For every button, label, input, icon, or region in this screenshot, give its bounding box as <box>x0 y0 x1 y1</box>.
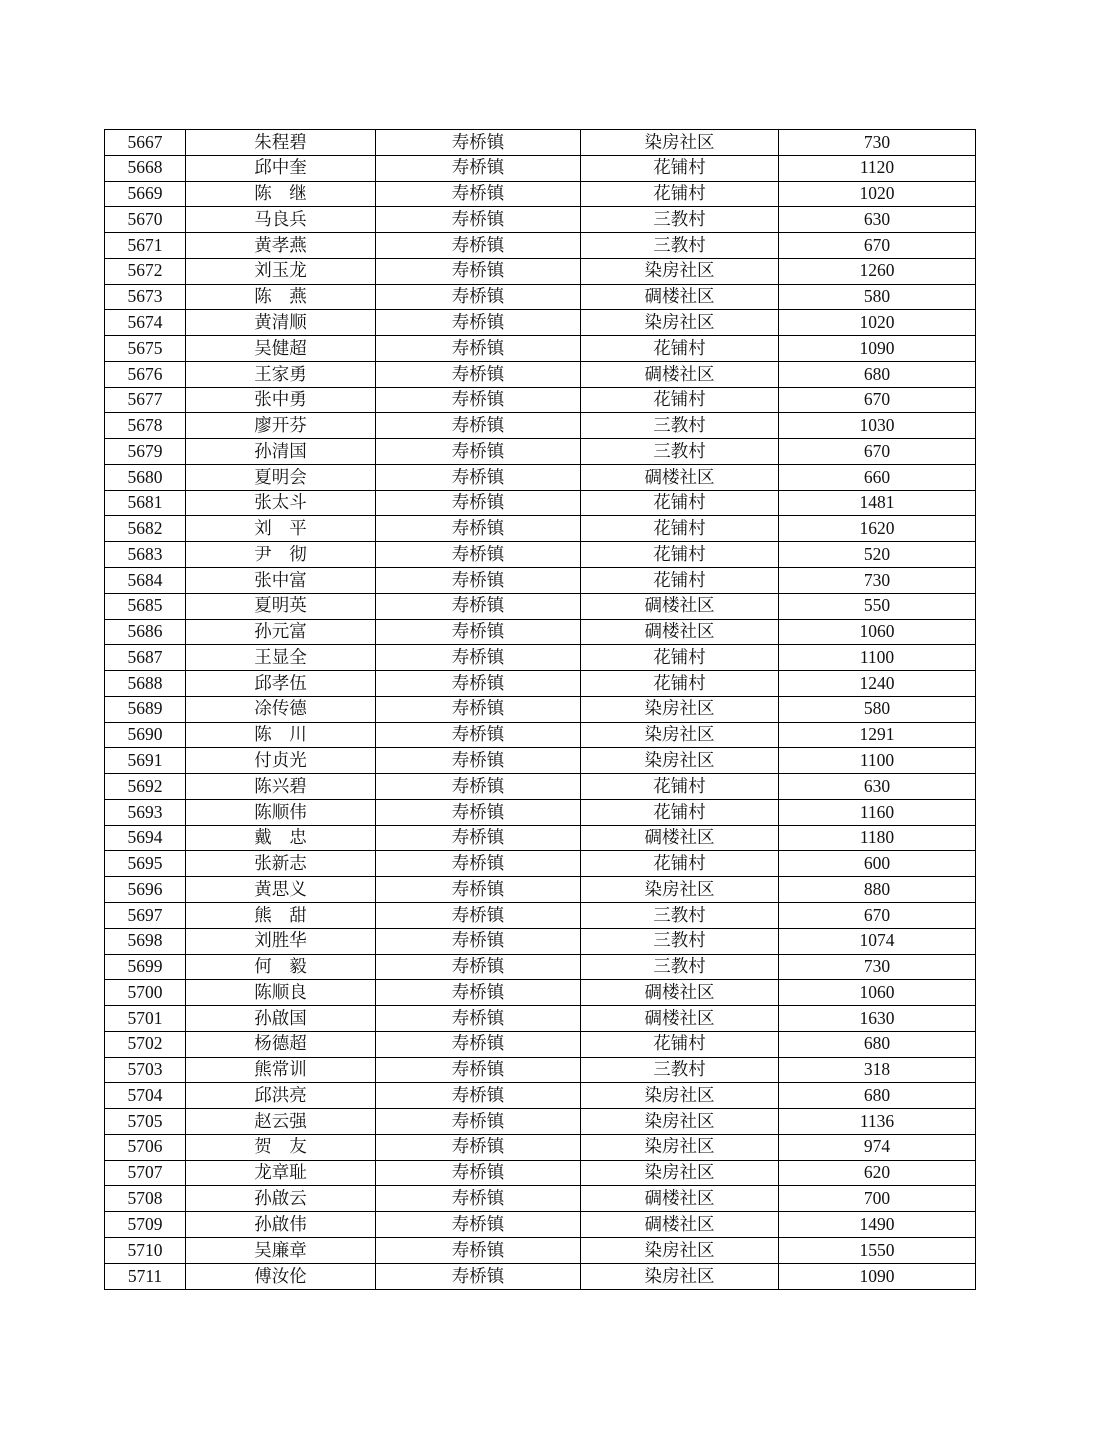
amount-cell: 730 <box>779 130 976 156</box>
row-id-cell: 5707 <box>105 1160 186 1186</box>
amount-cell: 1060 <box>779 980 976 1006</box>
name-cell: 陈顺伟 <box>186 799 376 825</box>
row-id-cell: 5673 <box>105 284 186 310</box>
table-row <box>105 1134 976 1160</box>
table-row <box>105 1057 976 1083</box>
name-cell: 凃传德 <box>186 696 376 722</box>
table-row <box>105 1083 976 1109</box>
amount-cell: 1120 <box>779 155 976 181</box>
amount-cell: 1090 <box>779 1263 976 1289</box>
town-cell: 寿桥镇 <box>376 1109 581 1135</box>
village-cell: 染房社区 <box>581 748 779 774</box>
town-cell: 寿桥镇 <box>376 1160 581 1186</box>
town-cell: 寿桥镇 <box>376 1031 581 1057</box>
name-cell: 杨德超 <box>186 1031 376 1057</box>
amount-cell: 1260 <box>779 258 976 284</box>
row-id-cell: 5703 <box>105 1057 186 1083</box>
amount-cell: 680 <box>779 1031 976 1057</box>
amount-cell: 974 <box>779 1134 976 1160</box>
row-id-cell: 5699 <box>105 954 186 980</box>
table-row <box>105 155 976 181</box>
amount-cell: 680 <box>779 361 976 387</box>
town-cell: 寿桥镇 <box>376 1186 581 1212</box>
town-cell: 寿桥镇 <box>376 439 581 465</box>
name-cell: 贺 友 <box>186 1134 376 1160</box>
table-row <box>105 1186 976 1212</box>
town-cell: 寿桥镇 <box>376 361 581 387</box>
amount-cell: 1160 <box>779 799 976 825</box>
table-row <box>105 361 976 387</box>
village-cell: 碉楼社区 <box>581 980 779 1006</box>
amount-cell: 580 <box>779 696 976 722</box>
town-cell: 寿桥镇 <box>376 928 581 954</box>
amount-cell: 520 <box>779 542 976 568</box>
village-cell: 花铺村 <box>581 155 779 181</box>
amount-cell: 620 <box>779 1160 976 1186</box>
name-cell: 邱洪亮 <box>186 1083 376 1109</box>
row-id-cell: 5693 <box>105 799 186 825</box>
row-id-cell: 5667 <box>105 130 186 156</box>
amount-cell: 1550 <box>779 1237 976 1263</box>
row-id-cell: 5701 <box>105 1006 186 1032</box>
town-cell: 寿桥镇 <box>376 542 581 568</box>
row-id-cell: 5711 <box>105 1263 186 1289</box>
town-cell: 寿桥镇 <box>376 336 581 362</box>
town-cell: 寿桥镇 <box>376 671 581 697</box>
amount-cell: 550 <box>779 593 976 619</box>
table-row <box>105 696 976 722</box>
village-cell: 三教村 <box>581 413 779 439</box>
amount-cell: 700 <box>779 1186 976 1212</box>
village-cell: 花铺村 <box>581 799 779 825</box>
table-row <box>105 825 976 851</box>
row-id-cell: 5686 <box>105 619 186 645</box>
village-cell: 染房社区 <box>581 310 779 336</box>
row-id-cell: 5685 <box>105 593 186 619</box>
town-cell: 寿桥镇 <box>376 413 581 439</box>
amount-cell: 1060 <box>779 619 976 645</box>
village-cell: 染房社区 <box>581 258 779 284</box>
table-row <box>105 928 976 954</box>
village-cell: 染房社区 <box>581 877 779 903</box>
village-cell: 碉楼社区 <box>581 361 779 387</box>
amount-cell: 1180 <box>779 825 976 851</box>
village-cell: 染房社区 <box>581 1160 779 1186</box>
table-row <box>105 1006 976 1032</box>
village-cell: 花铺村 <box>581 774 779 800</box>
row-id-cell: 5704 <box>105 1083 186 1109</box>
row-id-cell: 5681 <box>105 490 186 516</box>
amount-cell: 1090 <box>779 336 976 362</box>
town-cell: 寿桥镇 <box>376 645 581 671</box>
name-cell: 陈 燕 <box>186 284 376 310</box>
village-cell: 三教村 <box>581 439 779 465</box>
town-cell: 寿桥镇 <box>376 722 581 748</box>
village-cell: 花铺村 <box>581 1031 779 1057</box>
town-cell: 寿桥镇 <box>376 980 581 1006</box>
row-id-cell: 5696 <box>105 877 186 903</box>
table-body <box>105 130 976 1290</box>
table-row <box>105 954 976 980</box>
table-row <box>105 902 976 928</box>
row-id-cell: 5687 <box>105 645 186 671</box>
village-cell: 染房社区 <box>581 130 779 156</box>
table-row <box>105 284 976 310</box>
name-cell: 赵云强 <box>186 1109 376 1135</box>
amount-cell: 680 <box>779 1083 976 1109</box>
village-cell: 花铺村 <box>581 336 779 362</box>
town-cell: 寿桥镇 <box>376 1057 581 1083</box>
town-cell: 寿桥镇 <box>376 748 581 774</box>
name-cell: 傅汝伦 <box>186 1263 376 1289</box>
town-cell: 寿桥镇 <box>376 877 581 903</box>
name-cell: 张中富 <box>186 568 376 594</box>
table-row <box>105 516 976 542</box>
table-row <box>105 1160 976 1186</box>
village-cell: 花铺村 <box>581 568 779 594</box>
row-id-cell: 5671 <box>105 233 186 259</box>
village-cell: 染房社区 <box>581 1134 779 1160</box>
village-cell: 三教村 <box>581 902 779 928</box>
row-id-cell: 5690 <box>105 722 186 748</box>
village-cell: 花铺村 <box>581 516 779 542</box>
amount-cell: 1620 <box>779 516 976 542</box>
row-id-cell: 5675 <box>105 336 186 362</box>
name-cell: 孙元富 <box>186 619 376 645</box>
table-row <box>105 233 976 259</box>
town-cell: 寿桥镇 <box>376 1263 581 1289</box>
row-id-cell: 5698 <box>105 928 186 954</box>
name-cell: 张中勇 <box>186 387 376 413</box>
town-cell: 寿桥镇 <box>376 1083 581 1109</box>
amount-cell: 1100 <box>779 748 976 774</box>
amount-cell: 1074 <box>779 928 976 954</box>
village-cell: 花铺村 <box>581 671 779 697</box>
name-cell: 龙章耻 <box>186 1160 376 1186</box>
row-id-cell: 5697 <box>105 902 186 928</box>
name-cell: 陈兴碧 <box>186 774 376 800</box>
name-cell: 孙清国 <box>186 439 376 465</box>
table-row <box>105 722 976 748</box>
table-row <box>105 387 976 413</box>
town-cell: 寿桥镇 <box>376 516 581 542</box>
table-row <box>105 310 976 336</box>
amount-cell: 660 <box>779 464 976 490</box>
village-cell: 碉楼社区 <box>581 825 779 851</box>
town-cell: 寿桥镇 <box>376 799 581 825</box>
table-row <box>105 207 976 233</box>
name-cell: 黄清顺 <box>186 310 376 336</box>
amount-cell: 1291 <box>779 722 976 748</box>
name-cell: 吴健超 <box>186 336 376 362</box>
name-cell: 陈 继 <box>186 181 376 207</box>
town-cell: 寿桥镇 <box>376 207 581 233</box>
row-id-cell: 5668 <box>105 155 186 181</box>
table-row <box>105 774 976 800</box>
row-id-cell: 5692 <box>105 774 186 800</box>
town-cell: 寿桥镇 <box>376 593 581 619</box>
table-row <box>105 1212 976 1238</box>
amount-cell: 1136 <box>779 1109 976 1135</box>
name-cell: 刘玉龙 <box>186 258 376 284</box>
row-id-cell: 5688 <box>105 671 186 697</box>
name-cell: 孙啟伟 <box>186 1212 376 1238</box>
row-id-cell: 5684 <box>105 568 186 594</box>
name-cell: 熊常训 <box>186 1057 376 1083</box>
name-cell: 陈顺良 <box>186 980 376 1006</box>
amount-cell: 670 <box>779 233 976 259</box>
name-cell: 刘胜华 <box>186 928 376 954</box>
town-cell: 寿桥镇 <box>376 181 581 207</box>
amount-cell: 1630 <box>779 1006 976 1032</box>
village-cell: 三教村 <box>581 233 779 259</box>
village-cell: 花铺村 <box>581 387 779 413</box>
table-row <box>105 1109 976 1135</box>
row-id-cell: 5672 <box>105 258 186 284</box>
table-row <box>105 593 976 619</box>
amount-cell: 630 <box>779 774 976 800</box>
town-cell: 寿桥镇 <box>376 825 581 851</box>
row-id-cell: 5708 <box>105 1186 186 1212</box>
table-row <box>105 490 976 516</box>
name-cell: 吴廉章 <box>186 1237 376 1263</box>
town-cell: 寿桥镇 <box>376 902 581 928</box>
name-cell: 廖开芬 <box>186 413 376 439</box>
row-id-cell: 5682 <box>105 516 186 542</box>
name-cell: 王家勇 <box>186 361 376 387</box>
table-row <box>105 439 976 465</box>
name-cell: 王显全 <box>186 645 376 671</box>
amount-cell: 670 <box>779 387 976 413</box>
records-table <box>104 129 976 1290</box>
row-id-cell: 5683 <box>105 542 186 568</box>
name-cell: 孙啟云 <box>186 1186 376 1212</box>
table-row <box>105 130 976 156</box>
town-cell: 寿桥镇 <box>376 774 581 800</box>
name-cell: 马良兵 <box>186 207 376 233</box>
town-cell: 寿桥镇 <box>376 1212 581 1238</box>
town-cell: 寿桥镇 <box>376 1134 581 1160</box>
row-id-cell: 5674 <box>105 310 186 336</box>
row-id-cell: 5695 <box>105 851 186 877</box>
town-cell: 寿桥镇 <box>376 310 581 336</box>
town-cell: 寿桥镇 <box>376 258 581 284</box>
town-cell: 寿桥镇 <box>376 233 581 259</box>
village-cell: 三教村 <box>581 207 779 233</box>
table-row <box>105 542 976 568</box>
amount-cell: 630 <box>779 207 976 233</box>
name-cell: 邱孝伍 <box>186 671 376 697</box>
table-row <box>105 877 976 903</box>
row-id-cell: 5694 <box>105 825 186 851</box>
table-row <box>105 568 976 594</box>
name-cell: 戴 忠 <box>186 825 376 851</box>
name-cell: 尹 彻 <box>186 542 376 568</box>
table-row <box>105 619 976 645</box>
amount-cell: 1020 <box>779 310 976 336</box>
amount-cell: 730 <box>779 954 976 980</box>
town-cell: 寿桥镇 <box>376 1237 581 1263</box>
row-id-cell: 5691 <box>105 748 186 774</box>
row-id-cell: 5677 <box>105 387 186 413</box>
village-cell: 碉楼社区 <box>581 1006 779 1032</box>
amount-cell: 318 <box>779 1057 976 1083</box>
name-cell: 付贞光 <box>186 748 376 774</box>
village-cell: 三教村 <box>581 1057 779 1083</box>
amount-cell: 670 <box>779 902 976 928</box>
town-cell: 寿桥镇 <box>376 490 581 516</box>
row-id-cell: 5676 <box>105 361 186 387</box>
village-cell: 染房社区 <box>581 722 779 748</box>
town-cell: 寿桥镇 <box>376 851 581 877</box>
town-cell: 寿桥镇 <box>376 284 581 310</box>
row-id-cell: 5669 <box>105 181 186 207</box>
row-id-cell: 5709 <box>105 1212 186 1238</box>
village-cell: 碉楼社区 <box>581 1186 779 1212</box>
table-row <box>105 980 976 1006</box>
amount-cell: 1240 <box>779 671 976 697</box>
name-cell: 朱程碧 <box>186 130 376 156</box>
table-row <box>105 645 976 671</box>
row-id-cell: 5689 <box>105 696 186 722</box>
amount-cell: 1100 <box>779 645 976 671</box>
table-row <box>105 258 976 284</box>
row-id-cell: 5670 <box>105 207 186 233</box>
village-cell: 三教村 <box>581 928 779 954</box>
name-cell: 邱中奎 <box>186 155 376 181</box>
village-cell: 花铺村 <box>581 181 779 207</box>
name-cell: 夏明英 <box>186 593 376 619</box>
village-cell: 染房社区 <box>581 1109 779 1135</box>
town-cell: 寿桥镇 <box>376 387 581 413</box>
amount-cell: 600 <box>779 851 976 877</box>
amount-cell: 730 <box>779 568 976 594</box>
village-cell: 三教村 <box>581 954 779 980</box>
row-id-cell: 5679 <box>105 439 186 465</box>
row-id-cell: 5710 <box>105 1237 186 1263</box>
name-cell: 陈 川 <box>186 722 376 748</box>
town-cell: 寿桥镇 <box>376 464 581 490</box>
table-row <box>105 851 976 877</box>
village-cell: 染房社区 <box>581 1237 779 1263</box>
table-row <box>105 748 976 774</box>
amount-cell: 1490 <box>779 1212 976 1238</box>
name-cell: 张太斗 <box>186 490 376 516</box>
village-cell: 碉楼社区 <box>581 284 779 310</box>
amount-cell: 1481 <box>779 490 976 516</box>
row-id-cell: 5680 <box>105 464 186 490</box>
table-row <box>105 1031 976 1057</box>
village-cell: 碉楼社区 <box>581 1212 779 1238</box>
village-cell: 碉楼社区 <box>581 619 779 645</box>
row-id-cell: 5678 <box>105 413 186 439</box>
table-row <box>105 336 976 362</box>
amount-cell: 580 <box>779 284 976 310</box>
table-row <box>105 413 976 439</box>
town-cell: 寿桥镇 <box>376 1006 581 1032</box>
name-cell: 黄思义 <box>186 877 376 903</box>
table-row <box>105 464 976 490</box>
town-cell: 寿桥镇 <box>376 130 581 156</box>
table-row <box>105 1263 976 1289</box>
name-cell: 何 毅 <box>186 954 376 980</box>
row-id-cell: 5706 <box>105 1134 186 1160</box>
row-id-cell: 5700 <box>105 980 186 1006</box>
table-row <box>105 181 976 207</box>
name-cell: 孙啟国 <box>186 1006 376 1032</box>
amount-cell: 880 <box>779 877 976 903</box>
village-cell: 染房社区 <box>581 1083 779 1109</box>
name-cell: 张新志 <box>186 851 376 877</box>
town-cell: 寿桥镇 <box>376 568 581 594</box>
village-cell: 花铺村 <box>581 645 779 671</box>
town-cell: 寿桥镇 <box>376 696 581 722</box>
name-cell: 刘 平 <box>186 516 376 542</box>
village-cell: 染房社区 <box>581 1263 779 1289</box>
name-cell: 夏明会 <box>186 464 376 490</box>
row-id-cell: 5705 <box>105 1109 186 1135</box>
village-cell: 花铺村 <box>581 542 779 568</box>
town-cell: 寿桥镇 <box>376 619 581 645</box>
row-id-cell: 5702 <box>105 1031 186 1057</box>
table-row <box>105 1237 976 1263</box>
town-cell: 寿桥镇 <box>376 954 581 980</box>
village-cell: 染房社区 <box>581 696 779 722</box>
town-cell: 寿桥镇 <box>376 155 581 181</box>
table-row <box>105 671 976 697</box>
amount-cell: 1020 <box>779 181 976 207</box>
village-cell: 花铺村 <box>581 490 779 516</box>
name-cell: 黄孝燕 <box>186 233 376 259</box>
village-cell: 碉楼社区 <box>581 593 779 619</box>
table-row <box>105 799 976 825</box>
amount-cell: 670 <box>779 439 976 465</box>
amount-cell: 1030 <box>779 413 976 439</box>
village-cell: 花铺村 <box>581 851 779 877</box>
village-cell: 碉楼社区 <box>581 464 779 490</box>
name-cell: 熊 甜 <box>186 902 376 928</box>
